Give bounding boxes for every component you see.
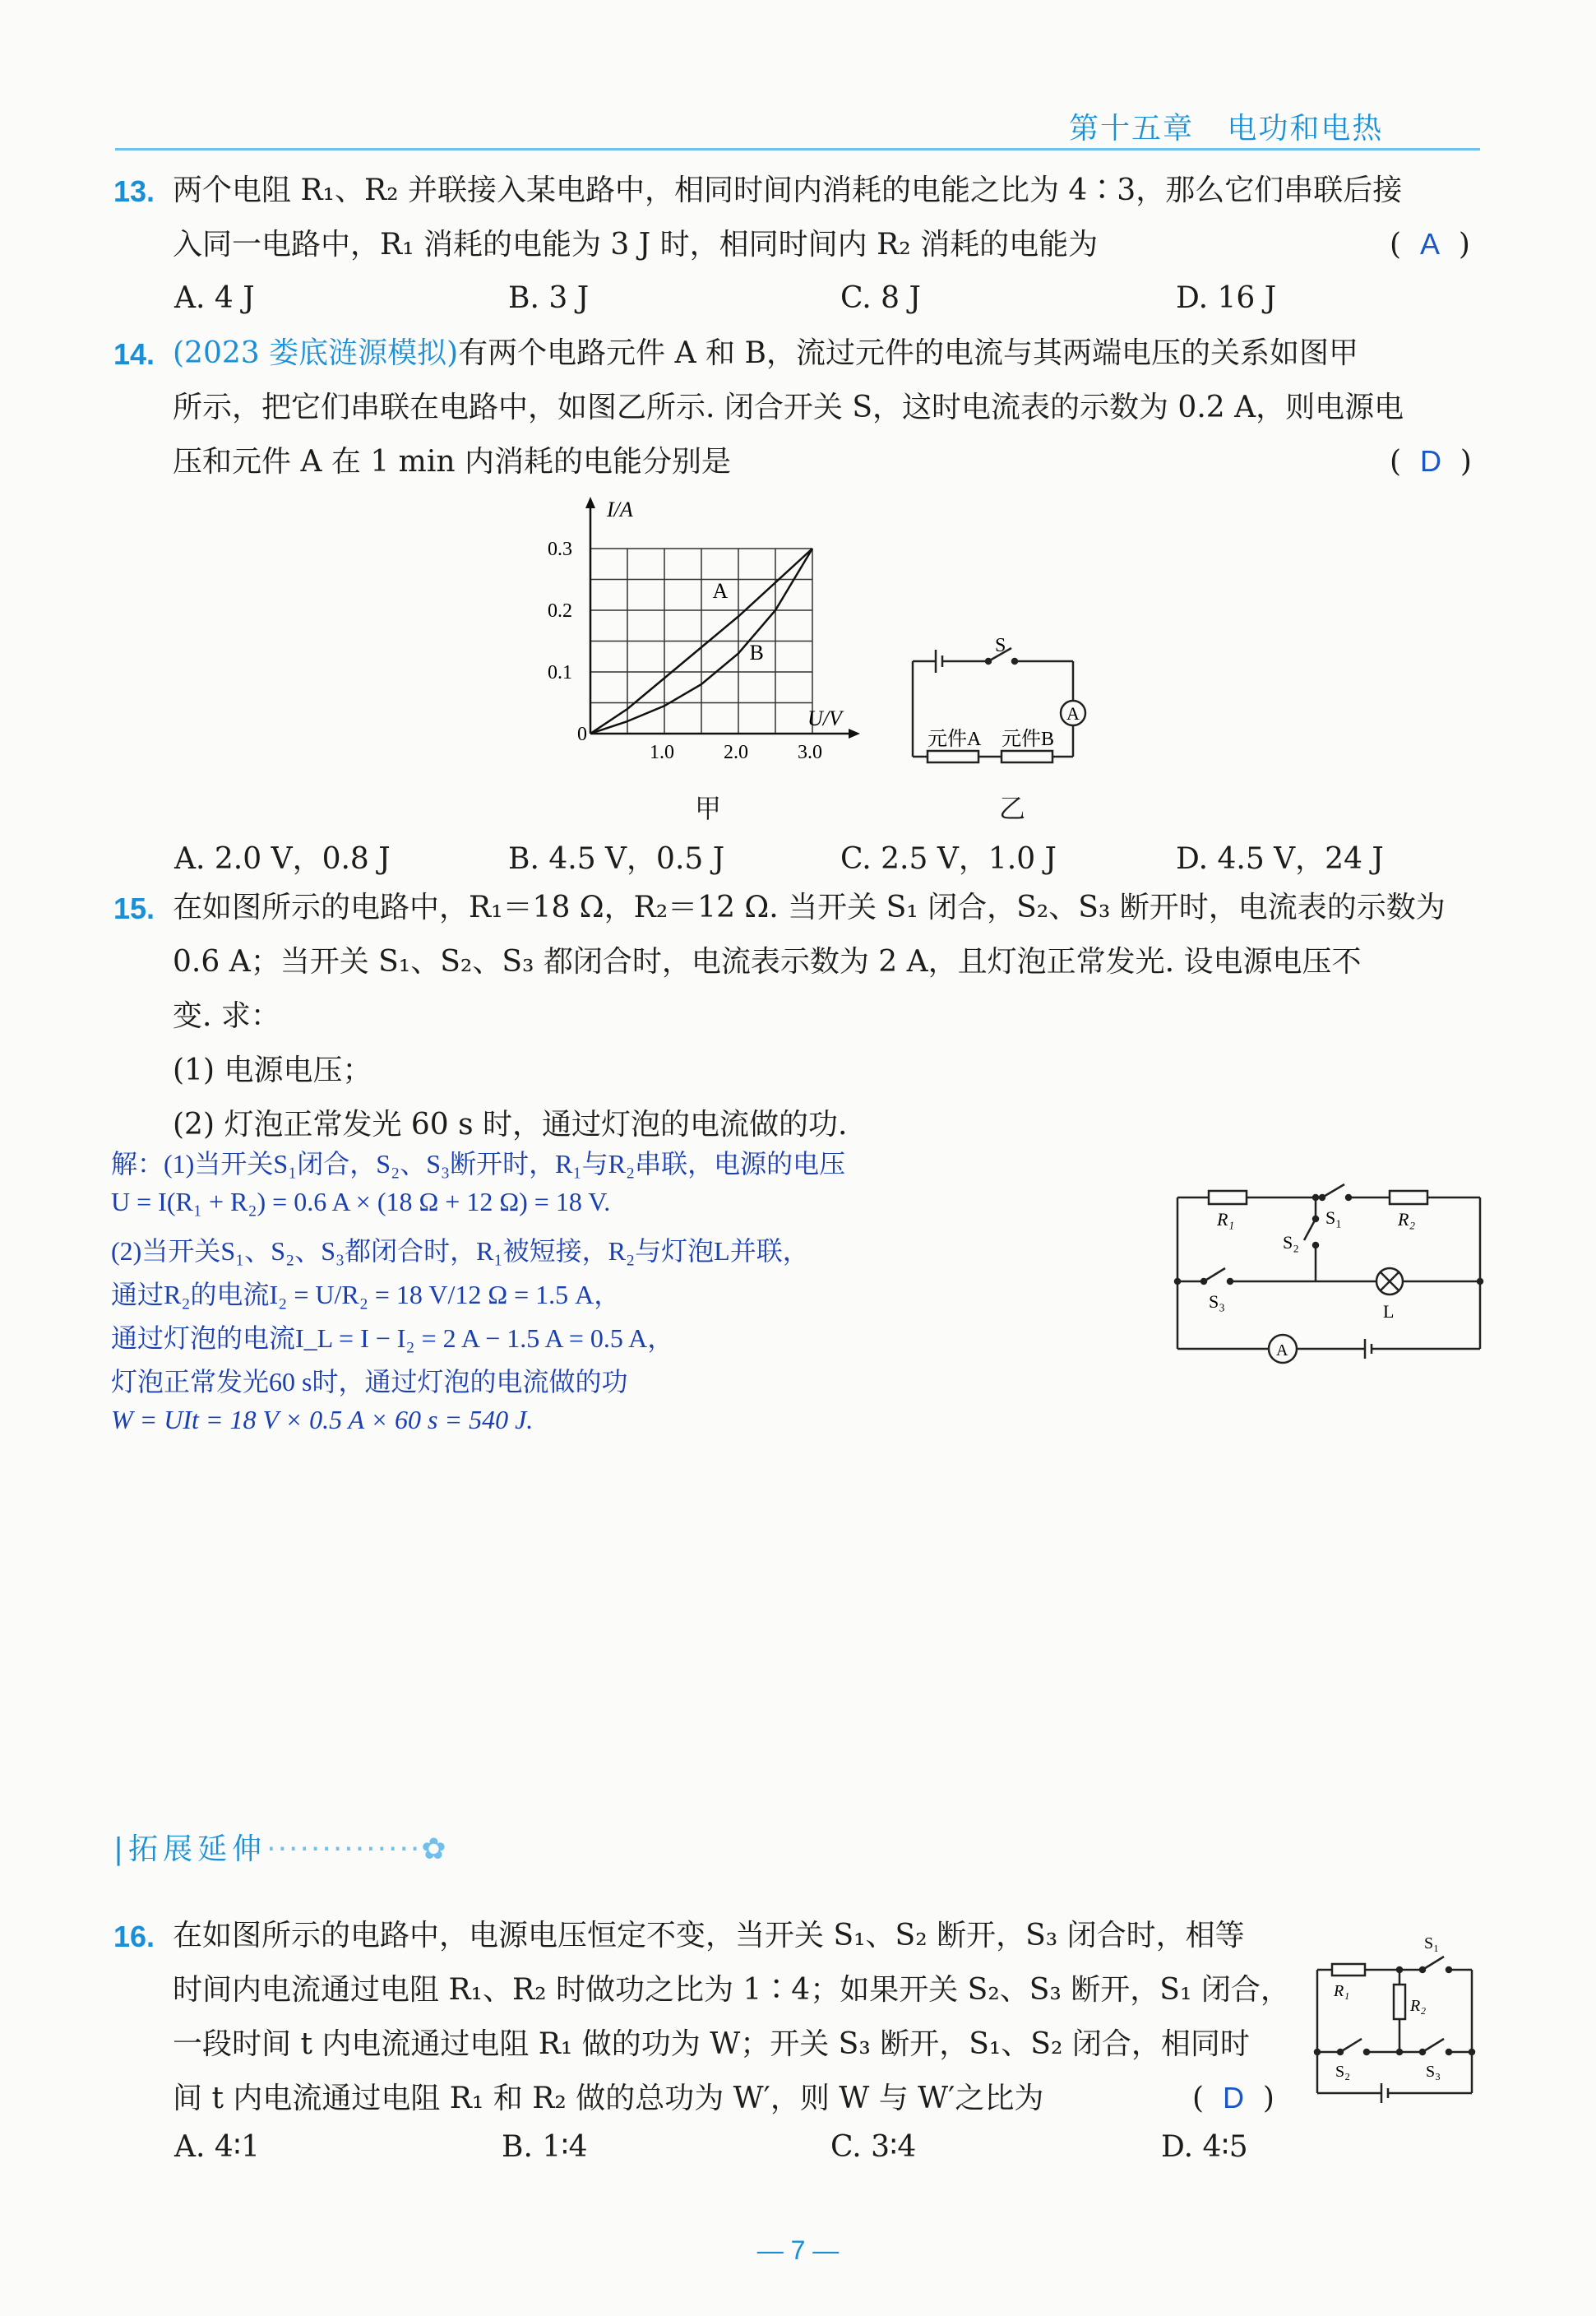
q16-line2: 时间内电流通过电阻 R₁、R₂ 时做功之比为 1∶4；如果开关 S₂、S₃ 断开，S₁ 闭合， (173, 1973, 1290, 2007)
q15-solution-line6: 灯泡正常发光60 s时，通过灯泡的电流做的功 (111, 1367, 628, 1397)
q15-solution-line5: 通过灯泡的电流I_L = I − I₂ = 2 A − 1.5 A = 0.5 A， (111, 1323, 674, 1353)
switch-s1-blade (1423, 1957, 1444, 1970)
switch-s3-blade (1423, 2039, 1444, 2052)
x-tick-label: 2.0 (724, 742, 748, 763)
element-b-label: 元件B (1002, 729, 1055, 750)
q16-option-b: B. 1∶4 (502, 2130, 588, 2164)
q16-number: 16. (113, 1920, 155, 1953)
y-tick-label: 0.2 (548, 600, 572, 622)
q16-line3: 一段时间 t 内电流通过电阻 R₁ 做的功为 W；开关 S₃ 断开，S₁、S₂ 闭合，相同时 (173, 2027, 1250, 2061)
fig1-caption: 甲 (695, 793, 722, 824)
q15-solution-line4: 通过R₂的电流I₂ = U/R₂ = 18 V/12 Ω = 1.5 A， (111, 1280, 621, 1309)
q16-answer-value: D (1222, 2081, 1244, 2115)
r1-label: R₁ (1217, 1209, 1235, 1230)
s2-label: S₂ (1335, 2063, 1351, 2081)
r2-label: R₂ (1398, 1209, 1416, 1230)
x-tick-label: 1.0 (650, 742, 674, 763)
q13-number: 13. (113, 174, 155, 208)
switch-s3-blade (1204, 1268, 1225, 1281)
q14-number: 14. (113, 337, 155, 371)
resistor-r2 (1390, 1191, 1427, 1204)
q15-sub2: (2) 灯泡正常发光 60 s 时，通过灯泡的电流做的功. (173, 1108, 848, 1142)
x-axis-arrow (849, 729, 860, 739)
section-heading: |拓展延伸··············✿ (113, 1832, 448, 1866)
q16-option-d: D. 4∶5 (1161, 2130, 1248, 2164)
switch-s-label: S (995, 635, 1006, 656)
q13-option-d: D. 16 J (1176, 281, 1277, 315)
lamp-label: L (1383, 1301, 1395, 1322)
chapter-header (1069, 105, 1383, 147)
x-tick-label: 3.0 (798, 742, 822, 763)
q13-line1: 两个电阻 R₁、R₂ 并联接入某电路中，相同时间内消耗的电能之比为 4∶3，那么它们串联后接 (173, 174, 1403, 207)
s1-label: S₁ (1325, 1207, 1342, 1228)
ammeter-label: A (1066, 703, 1080, 724)
q16-answer: ( D ) (1192, 2081, 1274, 2115)
q13-option-c: C. 8 J (840, 281, 921, 315)
chapter-title: 电功和电热 (1227, 112, 1384, 146)
origin-label: 0 (577, 724, 587, 745)
q16-option-c: C. 3∶4 (830, 2130, 917, 2164)
junction (1397, 2050, 1402, 2054)
page-number: — 7 — (756, 2235, 840, 2265)
q15-line3: 变. 求： (173, 999, 280, 1033)
s2-label: S₂ (1283, 1232, 1299, 1253)
series-a-label: A (712, 579, 729, 603)
switch-s1-blade (1322, 1184, 1344, 1197)
q15-solution-line7: W = UIt = 18 V × 0.5 A × 60 s = 540 J. (111, 1405, 534, 1434)
s1-label: S₁ (1424, 1934, 1440, 1952)
element-a-label: 元件A (928, 729, 982, 750)
circuit-diagram-q15 (1168, 1176, 1497, 1382)
y-axis-label: I/A (607, 498, 633, 521)
q15-solution-line1: 解：(1)当开关S₁闭合，S₂、S₃断开时，R₁与R₂串联，电源的电压 (111, 1149, 846, 1179)
r1-label: R₁ (1334, 1982, 1350, 2000)
q16-line4: 间 t 内电流通过电阻 R₁ 和 R₂ 做的总功为 W′，则 W 与 W′之比为 (173, 2082, 1044, 2115)
q15-number: 15. (113, 892, 155, 925)
s3-label: S₃ (1209, 1291, 1225, 1312)
q15-solution-line2: U = I(R₁ + R₂) = 0.6 A × (18 Ω + 12 Ω) = 18 V. (111, 1187, 611, 1216)
ammeter-label: A (1276, 1341, 1288, 1359)
circuit-diagram-q16 (1307, 1929, 1488, 2118)
header-rule (115, 148, 1480, 151)
switch-s2-blade (1340, 2039, 1362, 2052)
q14-line1 (173, 336, 1358, 372)
q14-source: (2023 娄底涟源模拟) (173, 336, 459, 370)
q16-option-a: A. 4∶1 (174, 2130, 261, 2164)
s3-label: S₃ (1426, 2063, 1441, 2081)
y-tick-label: 0.3 (548, 539, 572, 560)
element-a-box (928, 751, 978, 762)
resistor-r1 (1209, 1191, 1247, 1204)
y-tick-label: 0.1 (548, 662, 572, 683)
r2-label: R₂ (1410, 1997, 1427, 2015)
q15-line2: 0.6 A；当开关 S₁、S₂、S₃ 都闭合时，电流表示数为 2 A，且灯泡正常发光. 设电源电压不 (173, 945, 1362, 979)
q13-option-b: B. 3 J (508, 281, 590, 315)
q14-option-d: D. 4.5 V，24 J (1176, 842, 1384, 876)
q14-option-a: A. 2.0 V，0.8 J (174, 842, 391, 876)
chapter-number: 第十五章 (1069, 112, 1195, 146)
x-axis-label: U/V (807, 706, 842, 730)
fig2-caption: 乙 (999, 793, 1026, 824)
series-b-label: B (749, 641, 764, 665)
q15-sub1: (1) 电源电压； (173, 1054, 372, 1087)
switch-s2-blade (1304, 1219, 1316, 1240)
iu-chart (526, 493, 888, 798)
q16-line1: 在如图所示的电路中，电源电压恒定不变，当开关 S₁、S₂ 断开，S₃ 闭合时，相等 (173, 1919, 1245, 1952)
q13-option-a: A. 4 J (174, 281, 255, 315)
junction (1478, 1279, 1483, 1284)
q13-answer-value: A (1419, 227, 1440, 261)
q14-option-c: C. 2.5 V，1.0 J (840, 842, 1057, 876)
q14-line3: 压和元件 A 在 1 min 内消耗的电能分别是 (173, 445, 731, 479)
q13-line2: 入同一电路中，R₁ 消耗的电能为 3 J 时，相同时间内 R₂ 消耗的电能为 (173, 228, 1099, 262)
q14-answer-value: D (1419, 444, 1441, 478)
y-axis-arrow (585, 497, 595, 508)
q14-answer: ( D ) (1390, 444, 1472, 479)
q14-line1-text: 有两个电路元件 A 和 B，流过元件的电流与其两端电压的关系如图甲 (458, 336, 1358, 370)
q14-option-b: B. 4.5 V，0.5 J (508, 842, 725, 876)
resistor-r2 (1394, 1985, 1405, 2019)
chart-grid (590, 549, 812, 734)
junction (1469, 2050, 1474, 2054)
q13-answer: ( A ) (1390, 227, 1470, 262)
chart-ticks (548, 539, 822, 763)
resistor-r1 (1332, 1964, 1365, 1976)
q14-line2: 所示，把它们串联在电路中，如图乙所示. 闭合开关 S，这时电流表的示数为 0.2 A，则电源电 (173, 391, 1404, 424)
section-title: 拓展延伸 (128, 1832, 267, 1866)
q15-solution-line3: (2)当开关S₁、S₂、S₃都闭合时，R₁被短接，R₂与灯泡L并联， (111, 1236, 809, 1266)
element-b-box (1002, 751, 1052, 762)
circuit-diagram-b (904, 633, 1110, 773)
q15-line1: 在如图所示的电路中，R₁＝18 Ω，R₂＝12 Ω. 当开关 S₁ 闭合，S₂、S₃ 断开时，电流表的示数为 (173, 891, 1446, 924)
